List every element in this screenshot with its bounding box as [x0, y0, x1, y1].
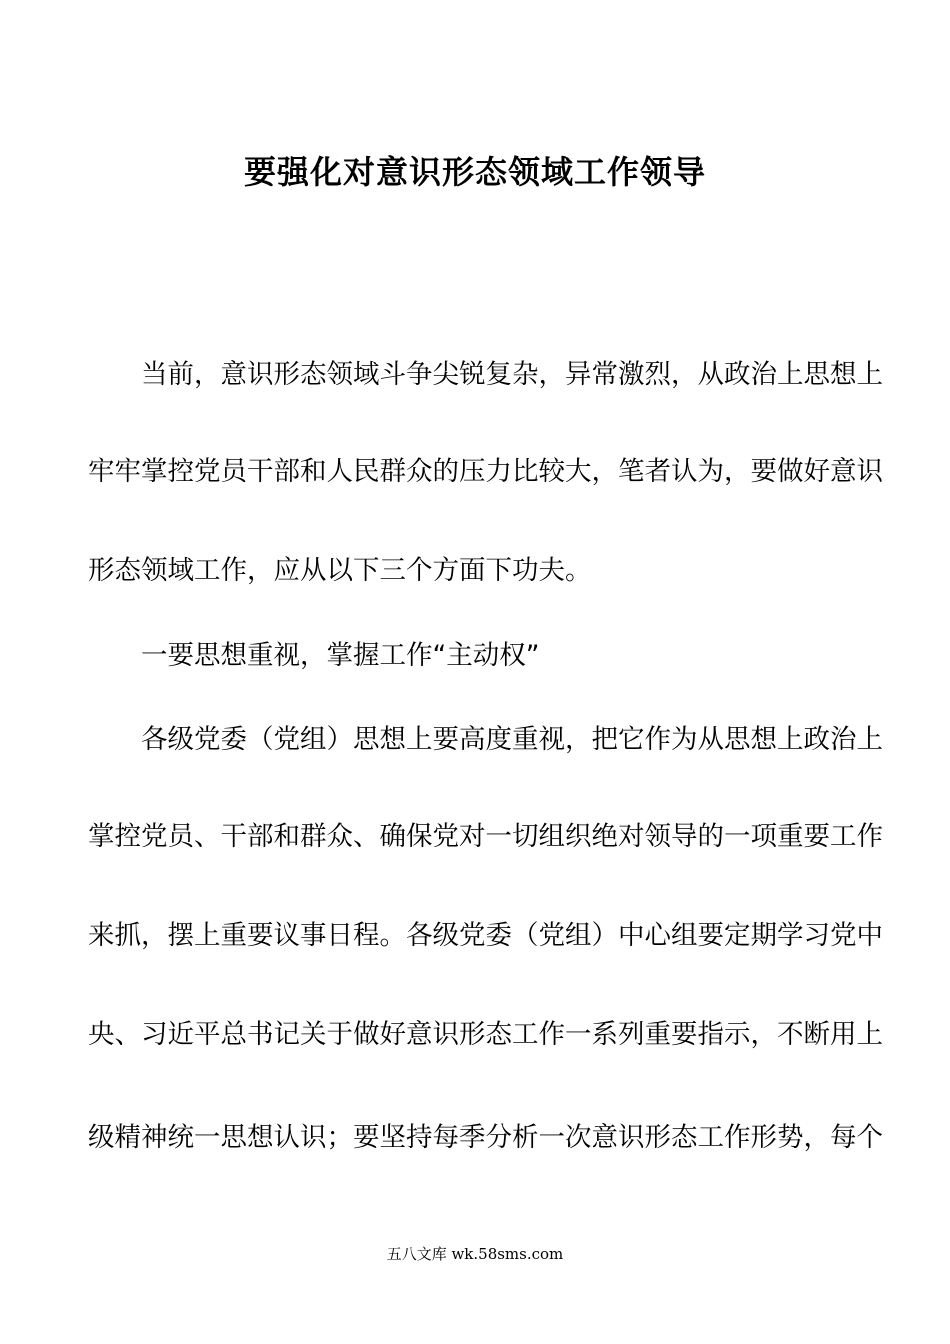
document-title: 要强化对意识形态领域工作领导 [243, 153, 706, 191]
paragraph-line: 牢牢掌控党员干部和人民群众的压力比较大，笔者认为，要做好意识 [88, 456, 883, 487]
paragraph-line: 当前，意识形态领域斗争尖锐复杂，异常激烈，从政治上思想上 [88, 359, 883, 390]
paragraph-line: 形态领域工作，应从以下三个方面下功夫。 [88, 555, 592, 586]
section-heading: 一要思想重视，掌握工作“主动权” [88, 640, 540, 671]
paragraph-line: 来抓，摆上重要议事日程。各级党委（党组）中心组要定期学习党中 [88, 920, 883, 951]
paragraph-line: 级精神统一思想认识；要坚持每季分析一次意识形态工作形势，每个 [88, 1122, 883, 1153]
paragraph-line: 各级党委（党组）思想上要高度重视，把它作为从思想上政治上 [88, 724, 883, 755]
paragraph-line: 央、习近平总书记关于做好意识形态工作一系列重要指示，不断用上 [88, 1019, 883, 1050]
footer-watermark: 五八文库 wk.58sms.com [386, 1245, 564, 1263]
paragraph-line: 掌控党员、干部和群众、确保党对一切组织绝对领导的一项重要工作 [88, 821, 883, 852]
